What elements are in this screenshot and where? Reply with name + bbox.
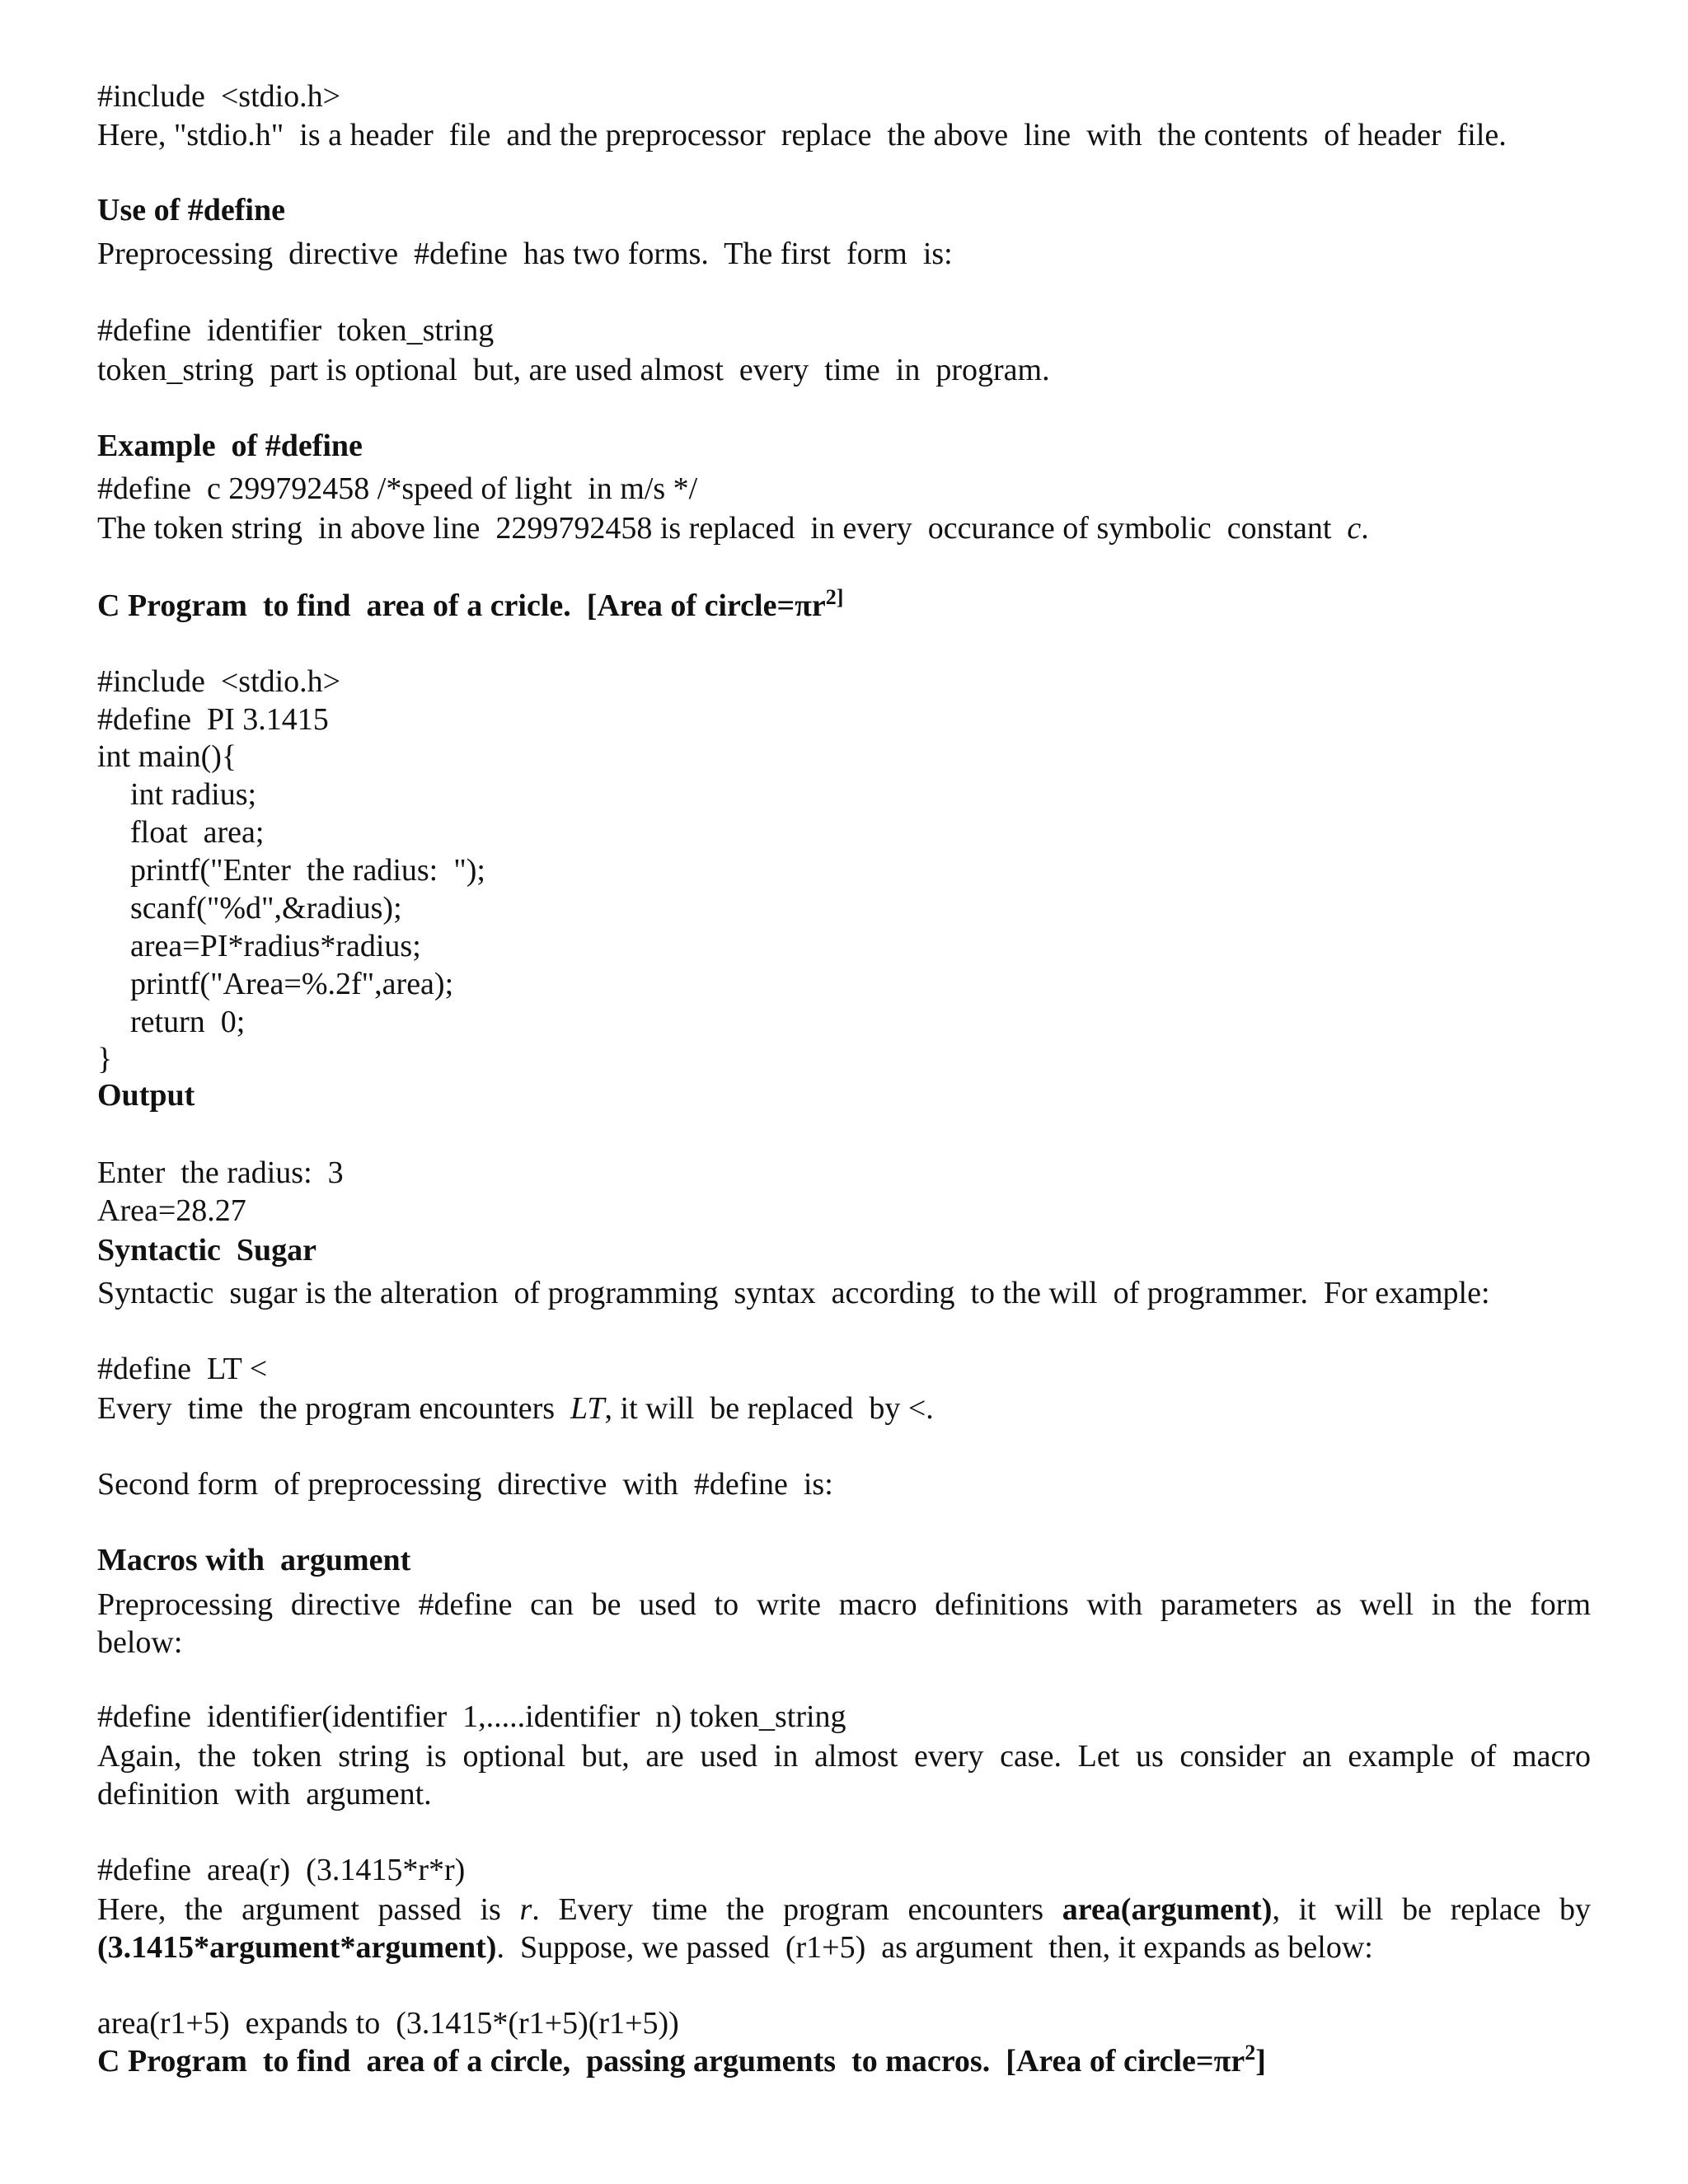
macros-syntax: #define identifier(identifier 1,.....identifier n) token_string bbox=[97, 1699, 846, 1734]
include-line: #include <stdio.h> bbox=[97, 79, 341, 114]
macros-heading: Macros with argument bbox=[97, 1543, 411, 1577]
define-syntax: #define identifier token_string bbox=[97, 313, 495, 348]
code-line: } bbox=[97, 1042, 113, 1076]
code-line: #include <stdio.h> bbox=[97, 664, 341, 699]
code-line: scanf("%d",&radius); bbox=[130, 891, 402, 926]
sugar-code: #define LT < bbox=[97, 1352, 268, 1386]
define-heading: Use of #define bbox=[97, 193, 285, 227]
second-form-text: Second form of preprocessing directive with #define is: bbox=[97, 1467, 833, 1502]
output-heading: Output bbox=[97, 1078, 195, 1113]
here-text-continued: (3.1415*argument*argument). Suppose, we passed (r1+5) as argument then, it expands as below: bbox=[97, 1930, 1373, 1965]
macros-text: Preprocessing directive #define can be used to write macro definitions with parameters as well in the form bbox=[97, 1587, 1591, 1622]
include-description: Here, "stdio.h" is a header file and the preprocessor replace the above line with the contents of header file. bbox=[97, 118, 1507, 152]
code-line: printf("Enter the radius: "); bbox=[130, 853, 485, 888]
again-text: Again, the token string is optional but, are used in almost every case. Let us consider an example of macro bbox=[97, 1739, 1591, 1774]
code-line: printf("Area=%.2f",area); bbox=[130, 967, 454, 1001]
program1-heading: C Program to find area of a cricle. [Area of $circle=\pi r^{2]}$ bbox=[97, 585, 844, 623]
output-line: Area=28.27 bbox=[97, 1193, 246, 1228]
example-description: The token string in above line 2299792458 is replaced in every occurance of symbolic constant c. bbox=[97, 511, 1369, 546]
define-text: Preprocessing directive #define has two forms. The first form is: bbox=[97, 237, 953, 271]
code-line: float area; bbox=[130, 815, 265, 850]
code-line: return 0; bbox=[130, 1005, 246, 1039]
example-heading: Example of #define bbox=[97, 429, 363, 463]
sugar-description: Every time the program encounters LT, it will be replaced by <. bbox=[97, 1391, 934, 1426]
example-code: #define c 299792458 /*speed of light in m/s */ bbox=[97, 471, 698, 506]
output-line: Enter the radius: 3 bbox=[97, 1155, 344, 1190]
sugar-heading: Syntactic Sugar bbox=[97, 1233, 316, 1268]
code-line: area=PI*radius*radius; bbox=[130, 929, 421, 963]
program2-heading: C Program to find area of a circle, passing arguments to macros. [Area of $circle=\pi r^2$] bbox=[97, 2041, 1266, 2079]
macros-text-end: below: bbox=[97, 1625, 183, 1660]
code-line: int main(){ bbox=[97, 739, 237, 774]
area-macro-code: #define area(r) (3.1415*r*r) bbox=[97, 1853, 466, 1887]
code-line: int radius; bbox=[130, 777, 257, 812]
code-line: #define PI 3.1415 bbox=[97, 702, 329, 737]
again-text-end: definition with argument. bbox=[97, 1777, 432, 1811]
sugar-text: Syntactic sugar is the alteration of programming syntax according to the will of programmer. For example: bbox=[97, 1276, 1490, 1310]
expand-text: area(r1+5) expands to (3.1415*(r1+5)(r1+5)) bbox=[97, 2006, 679, 2041]
here-text: Here, the argument passed is r. Every time the program encounters area(argument), it will be replace by bbox=[97, 1892, 1591, 1927]
define-note: token_string part is optional but, are used almost every time in program. bbox=[97, 353, 1050, 387]
